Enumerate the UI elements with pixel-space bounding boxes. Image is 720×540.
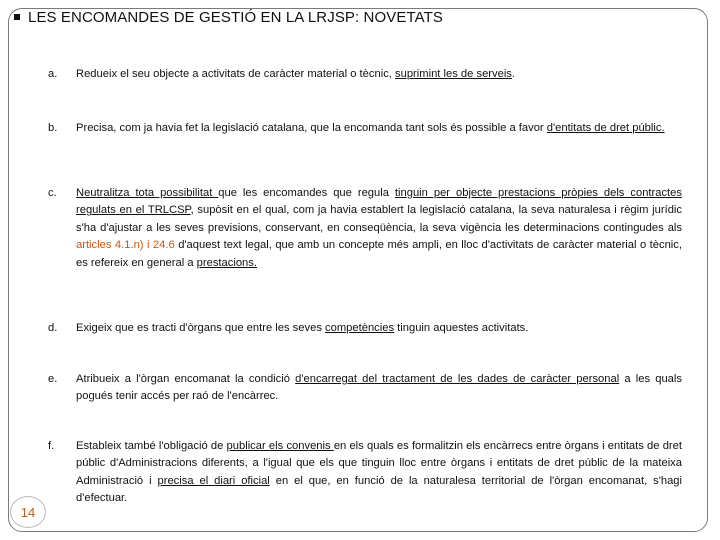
list-item-c <box>48 185 682 272</box>
item-text <box>76 66 682 83</box>
underlined-phrase: Neutralitza tota possibilitat <box>76 187 219 199</box>
underlined-phrase: publicar els convenis <box>226 440 334 452</box>
list-item-b <box>48 120 682 137</box>
slide-title: LES ENCOMANDES DE GESTIÓ EN LA LRJSP: NOVETATS <box>28 8 443 26</box>
underlined-phrase: d'encarregat del tractament de les dades de caràcter personal <box>295 373 620 385</box>
text-run: Redueix el seu objecte a activitats de caràcter material o tècnic, <box>76 68 396 80</box>
highlighted-reference: articles 4.1.n) i 24.6 <box>76 239 175 252</box>
list-item-e <box>48 371 682 406</box>
item-text <box>76 320 682 337</box>
text-run: en els quals es formalitzin els encàrrecs entre òrgans i entitats de dret públic d'Administracions diferents, a l'igual que els que tinguin lloc entre òrgans i entitats de dret públic de la mateixa Administració i <box>76 440 682 487</box>
text-run: . <box>511 68 516 80</box>
square-bullet-icon <box>14 14 20 20</box>
list-item-f <box>48 438 682 508</box>
item-letter: a. <box>48 68 58 80</box>
item-letter: e. <box>48 373 58 385</box>
text-run: d'aquest text legal, que amb un concepte més ampli, en lloc d'activitats de caràcter material o tècnic, es refereix en general a <box>76 239 682 269</box>
page-number: 14 <box>20 504 36 520</box>
underlined-phrase: competències <box>325 322 395 334</box>
list-item-d <box>48 320 682 337</box>
text-run: , supòsit en el qual, com ja havia establert la legislació catalana, la seva naturalesa i règim jurídic s'ha d'ajustar a les seves previsions, conservant, en conseqüència, la seva vigència les determinacions contingudes als <box>76 204 682 234</box>
slide-header <box>14 7 443 27</box>
underlined-phrase: prestacions. <box>196 256 257 269</box>
item-text <box>76 120 682 137</box>
text-run: Exigeix que es tracti d'òrgans que entre les seves <box>76 322 326 334</box>
item-text <box>76 438 682 508</box>
text-run: en el que, en funció de la naturalesa territorial de l'òrgan encomanat, s'hagi d'efectuar. <box>76 474 683 505</box>
text-run: Atribueix a l'òrgan encomanat la condició <box>76 373 296 385</box>
underlined-phrase: d'entitats de dret públic. <box>546 122 665 134</box>
text-run: Estableix també l'obligació de <box>76 440 227 452</box>
page-number-badge <box>10 496 46 528</box>
underlined-phrase: tinguin per objecte prestacions pròpies dels contractes regulats en el TRLCSP <box>76 187 682 217</box>
list-item-a <box>48 66 682 83</box>
underlined-phrase: precisa el diari oficial <box>157 474 270 487</box>
item-letter: d. <box>48 322 58 334</box>
text-run: Precisa, com ja havia fet la legislació catalana, que la encomanda tant sols és possible a favor <box>76 122 547 134</box>
text-run: que les encomandes que regula <box>218 187 395 199</box>
text-run: a les quals pogués tenir accés per raó de l'encàrrec. <box>76 373 682 403</box>
item-text <box>76 371 682 406</box>
underlined-phrase: suprimint les de serveis <box>395 68 512 80</box>
item-text <box>76 185 682 272</box>
text-run: tinguin aquestes activitats. <box>394 322 529 334</box>
item-letter: b. <box>48 122 58 134</box>
item-letter: f. <box>48 440 55 452</box>
item-letter: c. <box>48 187 57 199</box>
